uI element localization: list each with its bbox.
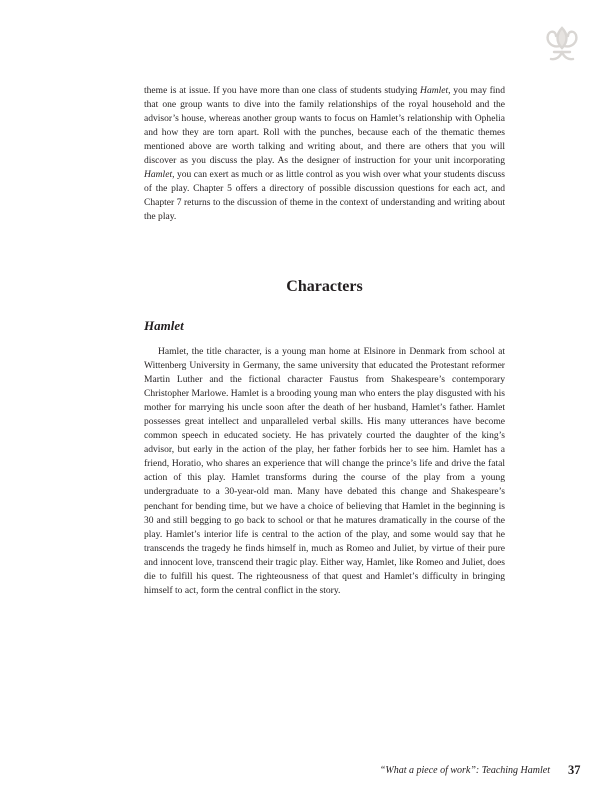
page-number: 37	[568, 763, 581, 777]
hamlet-paragraph: Hamlet, the title character, is a young man home at Elsinore in Denmark from school at Wittenberg University in Germany, the same university that educated the Protestant reformer Martin Luther and the fictional character Faustus from Shakespeare’s contemporary Christopher Marlowe. Hamlet is a brooding young man who enters the play disgusted with his mother for marrying his uncle soon after the death of her husband, Hamlet’s father. Hamlet possesses great intellect and unparalleled verbal skills. His many utterances have become common speech in educated society. He has privately courted the daughter of the king’s advisor, but early in the action of the play, her father forbids her to see him. Hamlet has a friend, Horatio, who shares an experience that will change the prince’s life and drive the fatal action of this play. Hamlet transforms during the course of the play from a young undergraduate to a 30-year-old man. Many have debated this change and Shakespeare’s penchant for bending time, but we have a choice of believing that Hamlet in the beginning is 30 and still begging to go back to school or that he matures dramatically in the course of the play. Hamlet’s interior life is central to the action of the play, and some would say that he transcends the tragedy he finds himself in, much as Romeo and Juliet, by virtue of their pure and innocent love, transcend their tragic play. Either way, Hamlet, like Romeo and Juliet, does die to fulfill his quest. The righteousness of that quest and Hamlet’s difficulty in bringing himself to act, form the central conflict in the story.	[144, 346, 505, 596]
fleur-de-lis-ornament-icon	[540, 22, 584, 66]
italic-title: Hamlet	[144, 169, 173, 181]
intro-paragraph: theme is at issue. If you have more than one class of students studying Hamlet, you may find that one group wants to dive into the family relationships of the royal household and the advisor’s house, whereas another group wants to focus on Hamlet’s relationship with Ophelia and how they are torn apart. Roll with the punches, because each of the thematic themes mentioned above are worth talking and writing about, and there are others that you will discover as you discuss the play. As the designer of instruction for your unit incorporating Hamlet, you can exert as much or as little control as you wish over what your students discuss of the play. Chapter 5 offers a directory of possible discussion questions for each act, and Chapter 7 returns to the discussion of theme in the context of understanding and writing about the play.	[144, 85, 505, 223]
subsection-heading: Hamlet	[144, 318, 184, 333]
intro-section	[144, 84, 505, 224]
hamlet-section	[144, 345, 505, 598]
running-title: “What a piece of work”: Teaching Hamlet	[379, 765, 550, 776]
italic-title: Hamlet	[420, 85, 449, 96]
section-heading: Characters	[286, 278, 363, 295]
